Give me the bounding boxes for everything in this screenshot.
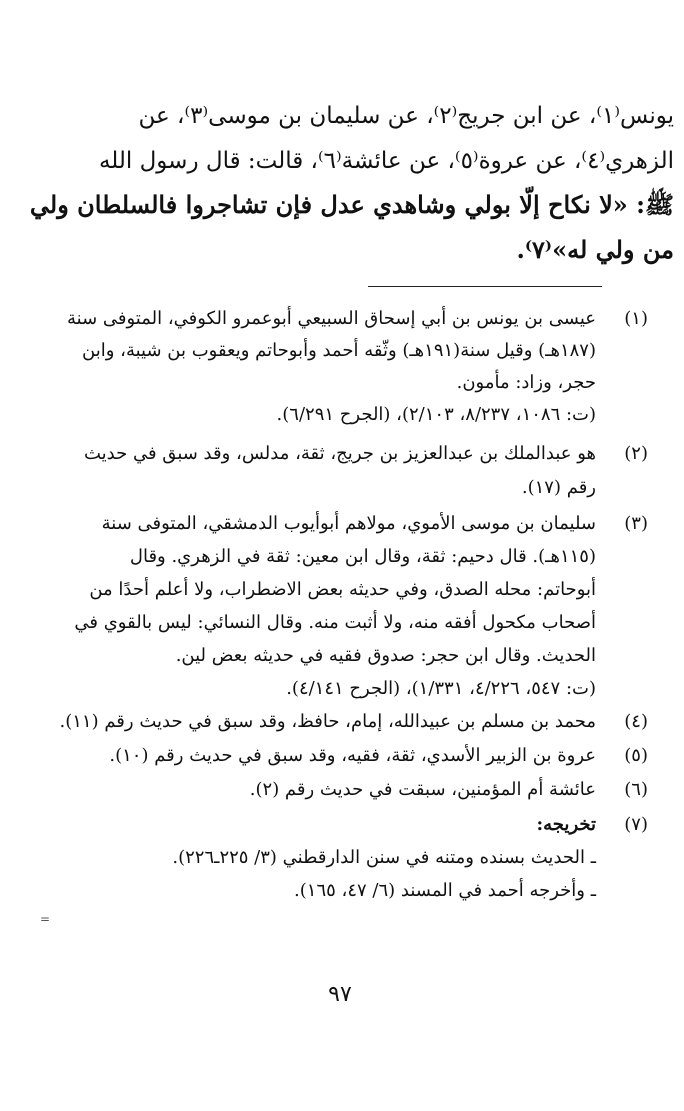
footnote-number: (٦) (624, 779, 648, 800)
footnote-line (32, 774, 648, 805)
footnote-line (32, 809, 648, 840)
footnote-text: أبوحاتم: محله الصدق، وفي حديثه بعض الاضطراب، ولا أعلم أحدًا من (89, 579, 596, 600)
footnote-text: أصحاب مكحول أفقه منه، ولا أثبت منه. وقال النسائي: ليس بالقوي في (74, 612, 596, 633)
footnote-text: عيسى بن يونس بن أبي إسحاق السبيعي أبوعمرو الكوفي، المتوفى سنة (66, 308, 596, 329)
margin-mark: = (40, 912, 51, 926)
footnote-text: ـ وأخرجه أحمد في المسند (٦/ ٤٧، ١٦٥). (294, 880, 596, 901)
footnote-line (32, 335, 648, 366)
footnote-number: (٥) (624, 745, 648, 766)
footnote-line (32, 673, 648, 704)
footnote-number: (٧) (624, 814, 648, 835)
footnote-line (32, 508, 648, 539)
footnote-line (32, 706, 648, 737)
footnote-text: سليمان بن موسى الأموي، مولاهم أبوأيوب الدمشقي، المتوفى سنة (101, 513, 596, 534)
footnote-line (32, 303, 648, 334)
main-text-line-1: يونس⁽١⁾، عن ابن جريج⁽٢⁾، عن سليمان بن موسى⁽٣⁾، عن (138, 103, 674, 129)
footnote-text: عائشة أم المؤمنين، سبقت في حديث رقم (٢). (249, 779, 596, 800)
footnote-text: (ت: ١٠٨٦، ٨/٢٣٧، ٢/١٠٣)، (الجرح ٦/٢٩١). (276, 404, 596, 425)
main-text-line-3: ﷺ: «لا نكاح إلّا بولي وشاهدي عدل فإن تشاجروا فالسلطان ولي (29, 190, 674, 219)
footnote-text: ـ الحديث بسنده ومتنه في سنن الدارقطني (٣/ ٢٢٥ـ٢٢٦). (172, 847, 596, 868)
footnote-line (32, 472, 648, 503)
footnote-number: (٢) (624, 443, 648, 464)
footnote-line (32, 541, 648, 572)
main-text-line-4: من ولي له»⁽٧⁾. (516, 235, 674, 264)
footnote-text: رقم (١٧). (521, 477, 596, 498)
footnote-line (32, 574, 648, 605)
footnote-line (32, 740, 648, 771)
footnote-number: (٤) (624, 711, 648, 732)
footnote-line (32, 640, 648, 671)
footnote-separator-rule (368, 286, 602, 287)
footnote-line (32, 367, 648, 398)
footnote-text: (١٨٧هـ) وقيل سنة(١٩١هـ) وثّقه أحمد وأبوحاتم ويعقوب بن شيبة، وابن (82, 340, 596, 361)
footnote-number: (٣) (624, 513, 648, 534)
page-number: ٩٧ (328, 982, 352, 1007)
footnote-text: (ت: ٥٤٧، ٤/٢٢٦، ١/٣٣١)، (الجرح ٤/١٤١). (286, 678, 596, 699)
footnote-text: عروة بن الزبير الأسدي، ثقة، فقيه، وقد سبق في حديث رقم (١٠). (109, 745, 596, 766)
footnote-text: (١١٥هـ). قال دحيم: ثقة، وقال ابن معين: ثقة في الزهري. وقال (129, 546, 596, 567)
footnote-line (32, 875, 648, 906)
footnote-text: محمد بن مسلم بن عبيدالله، إمام، حافظ، وقد سبق في حديث رقم (١١). (59, 711, 596, 732)
footnote-line (32, 399, 648, 430)
footnote-line (32, 438, 648, 469)
footnote-text: حجر، وزاد: مأمون. (456, 372, 596, 393)
footnote-text: هو عبدالملك بن عبدالعزيز بن جريج، ثقة، مدلس، وقد سبق في حديث (84, 443, 596, 464)
footnote-line (32, 607, 648, 638)
footnote-text: تخريجه: (536, 814, 596, 835)
footnote-number: (١) (624, 308, 648, 329)
footnote-text: الحديث. وقال ابن حجر: صدوق فقيه في حديثه بعض لين. (175, 645, 596, 666)
main-text-line-2: الزهري⁽٤⁾، عن عروة⁽٥⁾، عن عائشة⁽٦⁾، قالت: قال رسول الله (98, 148, 674, 174)
footnote-line (32, 842, 648, 873)
